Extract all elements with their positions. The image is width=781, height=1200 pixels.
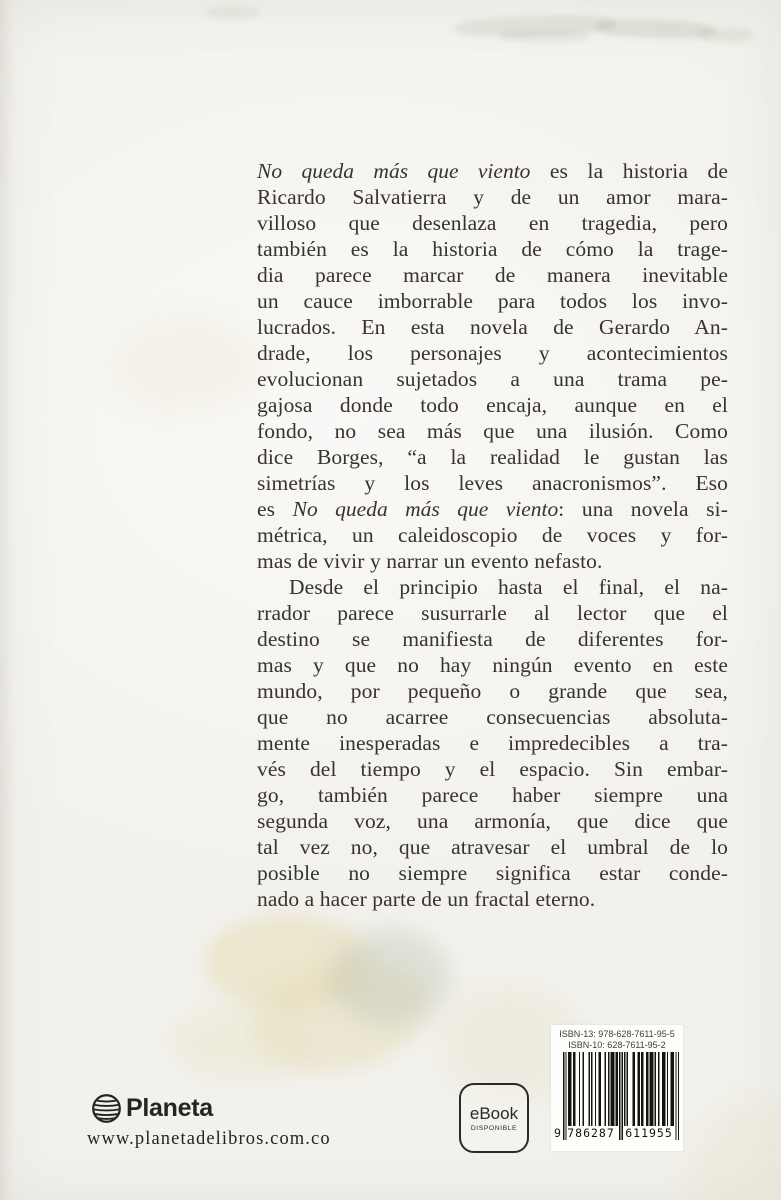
synopsis-line: tal vez no, que atravesar el umbral de lo [257,835,728,859]
synopsis-line: Desde el principio hasta el final, el na- [289,575,728,599]
paper-stain [115,320,265,410]
synopsis-line: segunda voz, una armonía, que dice que [257,809,728,833]
synopsis-line: Ricardo Salvatierra y de un amor mara- [257,185,728,209]
synopsis-line: rrador parece susurrarle al lector que el [257,601,728,625]
barcode-digits-right: 611955 [625,1126,673,1140]
synopsis-line: mente inesperadas e impredecibles a tra- [257,731,728,755]
paper-smudge [205,6,260,18]
synopsis-line: mundo, por pequeño o grande que sea, [257,679,728,703]
ebook-badge [459,1083,529,1153]
barcode-digits-left: 786287 [567,1126,615,1140]
paper-smudge [698,28,753,42]
publisher-block [87,1093,331,1150]
paper-stain [170,1005,310,1080]
synopsis-line: posible no siempre significa estar conde- [257,861,728,885]
paper-stain [690,1100,781,1200]
synopsis-line: villoso que desenlaza en tragedia, pero [257,211,728,235]
synopsis-line: que no acarree consecuencias absoluta- [257,705,728,729]
synopsis-line: métrica, un caleidoscopio de voces y for- [257,523,728,547]
synopsis-line: un cauce imborrable para todos los invo- [257,289,728,313]
barcode [551,1025,683,1151]
isbn10-label: ISBN-10: 628-7611-95-2 [568,1039,666,1050]
synopsis-line: simetrías y los leves anacronismos”. Eso [257,471,728,495]
paper-smudge [500,30,590,42]
synopsis-line: mas de vivir y narrar un evento nefasto. [257,549,603,573]
barcode-digits [551,1126,683,1142]
synopsis-line: evolucionan sujetados a una trama pe- [257,367,728,391]
isbn13-label: ISBN-13: 978-628-7611-95-5 [559,1029,675,1039]
ebook-badge-subtitle: DISPONIBLE [470,1124,518,1132]
planeta-logo [91,1093,331,1124]
paper-smudge [595,18,716,40]
synopsis-line: dia parece marcar de manera inevitable [257,263,728,287]
publisher-name: Planeta [126,1094,213,1122]
synopsis-line: mas y que no hay ningún evento en este [257,653,728,677]
synopsis-line: dice Borges, “a la realidad le gustan las [257,445,728,469]
synopsis-line: gajosa donde todo encaja, aunque en el [257,393,728,417]
synopsis-line: No queda más que viento es la historia de [257,159,728,183]
paper-stain [330,930,450,1025]
synopsis-line: nado a hacer parte de un fractal eterno. [257,887,596,911]
synopsis-line: vés del tiempo y el espacio. Sin embar- [257,757,728,781]
synopsis-line: es No queda más que viento: una novela si- [257,497,728,521]
synopsis-line: lucrados. En esta novela de Gerardo An- [257,315,728,339]
publisher-website: www.planetadelibros.com.co [87,1129,331,1149]
paper-stain [241,947,439,1087]
paper-stain [205,915,370,1010]
synopsis-line: fondo, no sea más que una ilusión. Como [257,419,728,443]
synopsis-line: drade, los personajes y acontecimientos [257,341,728,365]
synopsis-line: go, también parece haber siempre una [257,783,728,807]
synopsis-line: también es la historia de cómo la trage- [257,237,728,261]
planeta-globe-icon [91,1093,122,1124]
synopsis-text [257,158,728,912]
ebook-badge-title: eBook [469,1103,519,1123]
paper-smudge [455,13,616,39]
synopsis-line: destino se manifiesta de diferentes for- [257,627,728,651]
barcode-digit-lead: 9 [554,1126,562,1140]
